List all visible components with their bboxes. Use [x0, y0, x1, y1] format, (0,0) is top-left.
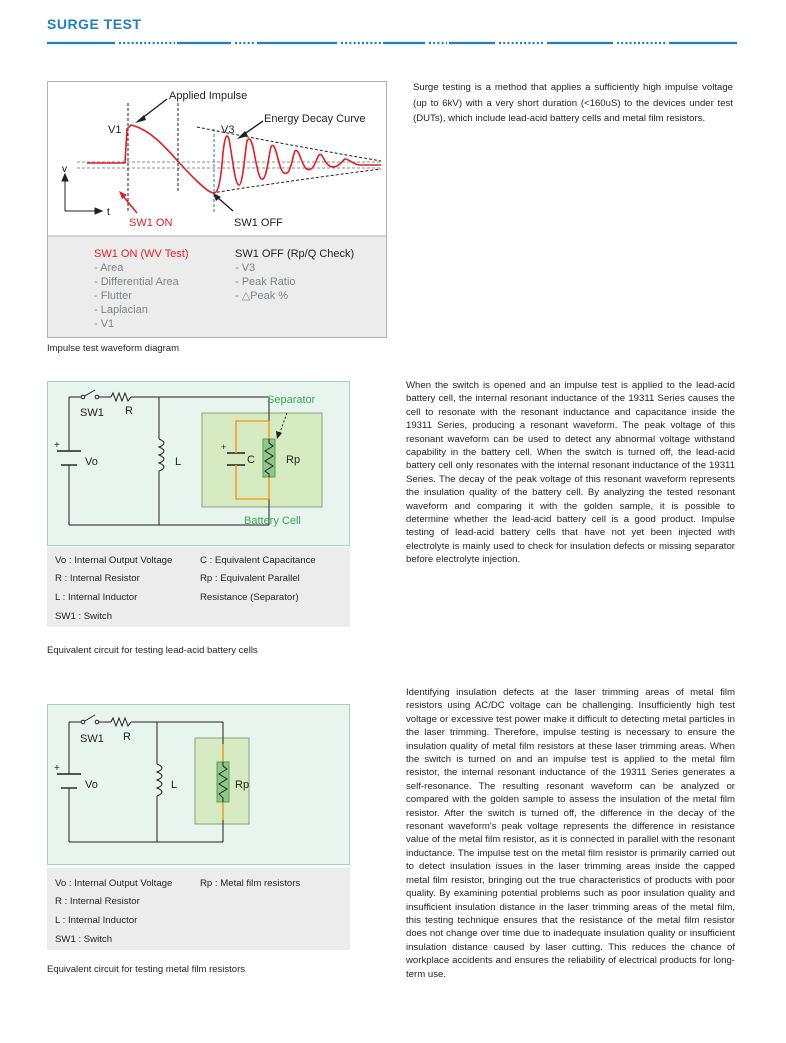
page-title: SURGE TEST	[47, 16, 142, 32]
sw1-off-title: SW1 OFF (Rp/Q Check)	[235, 248, 355, 260]
figure1-caption: Impulse test waveform diagram	[47, 343, 179, 354]
v1-label: V1	[108, 124, 122, 136]
sw1-label: SW1	[80, 407, 104, 419]
legend-item: R : Internal Resistor	[55, 896, 140, 907]
off-item: - V3	[235, 262, 256, 274]
t-axis-label: t	[107, 207, 110, 218]
v-axis-label: v	[62, 164, 67, 175]
off-item: - △Peak %	[235, 290, 289, 302]
sw1-on-title: SW1 ON (WV Test)	[94, 248, 189, 260]
on-item: - V1	[94, 318, 115, 330]
vo-label: Vo	[85, 779, 98, 791]
svg-text:+: +	[221, 442, 227, 452]
rp-label: Rp	[286, 454, 301, 466]
legend-item: SW1 : Switch	[55, 934, 113, 945]
intro-paragraph: Surge testing is a method that applies a sufficiently high impulse voltage (up to 6kV) with a very short duration (<160uS) to the devices under test (DUTs), which include lead-acid battery cells and metal film resistors.	[413, 82, 733, 125]
legend-item: Rp : Equivalent Parallel	[200, 573, 300, 584]
legend-item: L : Internal Inductor	[55, 592, 138, 603]
legend-item: Rp : Metal film resistors	[200, 878, 301, 889]
v3-label: V3	[221, 124, 235, 136]
on-item: - Laplacian	[94, 304, 148, 316]
energy-decay-label: Energy Decay Curve	[264, 113, 366, 125]
on-item: - Area	[94, 262, 124, 274]
vo-label: Vo	[85, 456, 98, 468]
section-divider	[47, 40, 737, 46]
figure3-caption: Equivalent circuit for testing metal film resistors	[47, 964, 245, 975]
resistor-circuit-figure	[47, 704, 350, 950]
on-item: - Differential Area	[94, 276, 179, 288]
resistor-paragraph: Identifying insulation defects at the laser trimming areas of metal film resistors using AC/DC voltage can be challenging. Insufficiently high test voltage or excessive test power make it difficult to detecting metal particles in the laser trimming. Therefore, impulse testing is necessary to ensure the insulation quality of metal film resistors at these laser trimming areas. When the switch is turned on and an impulse test is applied to the metal film resistor, the internal resonant inductance of the 19311 Series generates a self-resonance. The resulting resonant waveform can be analyzed or compared with the golden sample to assess the insulation of the metal film resistor. After the switch is turned off, the difference in the decay of the resonant waveform's peak voltage represents the difference in resistance value of the metal film resistor, as it is connected in parallel with the resonant inductance. The impulse test on the metal film resistor is primarily carried out to detect insulation issues in the laser trimming areas inside the capped metal film resistor, bringing out the true characteristics of products with poor quality. By examining potential problems such as poor insulation quality and insufficient insulation distance in the laser trimming areas of the metal film, this testing technique ensures that the resistance of the metal film resistor does not change over time due to inadequate insulation quality or insufficient insulation distance caused by laser cutting. This reduces the chance of workplace accidents and ensures the reliability of electrical products for long-term use.	[406, 687, 735, 980]
battery-circuit-figure	[47, 381, 350, 627]
sw1-on-label: SW1 ON	[129, 217, 173, 229]
r-label: R	[125, 405, 133, 417]
figure2-caption: Equivalent circuit for testing lead-acid battery cells	[47, 645, 258, 656]
battery-cell-box	[202, 413, 322, 507]
sw1-label: SW1	[80, 733, 104, 745]
sw1-off-label: SW1 OFF	[234, 217, 283, 229]
legend-item: L : Internal Inductor	[55, 915, 138, 926]
legend-item: R : Internal Resistor	[55, 573, 140, 584]
svg-text:+: +	[54, 440, 60, 451]
legend-item: SW1 : Switch	[55, 611, 113, 622]
battery-paragraph: When the switch is opened and an impulse test is applied to the lead-acid battery cell, the internal resonant inductance of the 19311 Series causes the cell to resonate with the resonant inductance and capacitance inside the 19311 Series, producing a resonant waveform. The peak voltage of this resonant waveform can be used to detect any abnormal voltage withstand capability in the battery cell. When the switch is turned off, the lead-acid battery cell only resonates with the internal resonant inductance of the 19311 Series. The decay of the peak voltage of this resonant waveform represents the insulation quality of the battery cell. By analyzing the tested resonant waveform and comparing it with the golden sample, it is possible to determine whether the lead-acid battery cell is a good product. Impulse testing of lead-acid battery cells that have not yet been injected with electrolyte is mainly used to check for insulation defects or missing separator before electrolyte injection.	[406, 380, 735, 566]
legend-item: Vo : Internal Output Voltage	[55, 878, 173, 889]
battery-cell-label: Battery Cell	[244, 515, 301, 527]
separator-label: Separator	[267, 394, 316, 406]
svg-text:+: +	[54, 763, 60, 774]
l-label: L	[171, 779, 178, 791]
legend-item: Vo : Internal Output Voltage	[55, 555, 173, 566]
applied-impulse-label: Applied Impulse	[169, 90, 248, 102]
l-label: L	[175, 456, 182, 468]
rp-label: Rp	[235, 779, 250, 791]
legend-item: C : Equivalent Capacitance	[200, 555, 316, 566]
impulse-waveform-figure	[47, 81, 387, 338]
off-item: - Peak Ratio	[235, 276, 296, 288]
r-label: R	[123, 731, 131, 743]
c-label: C	[247, 454, 255, 466]
legend-item: Resistance (Separator)	[200, 592, 299, 603]
on-item: - Flutter	[94, 290, 132, 302]
